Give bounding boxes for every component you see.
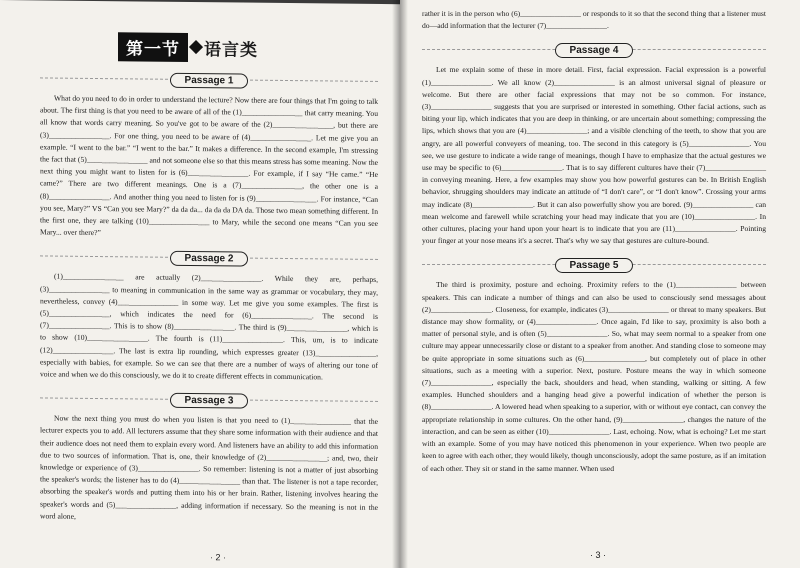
section-title (118, 31, 378, 64)
page-number-left: · 2 · (210, 552, 227, 563)
right-page-content (422, 8, 766, 475)
passage-4-heading: Passage 4 (422, 40, 766, 58)
diamond-icon (189, 40, 203, 54)
passage-2-text: (1)________________ are actually (2)________________. While they are, perhaps, (3)________________ to meaning in communication in the same way as grammar or vocabulary, they may, nevertheless, convey (4)________________ in some way. Let me give you some examples. The first is (5)________________, which indicates the need for (6)________________. The second is (7)________________. This is to show (8)________________. The third is (9)________________, which is to show (10)________________. The fourth is (11)________________. This, um, is to indicate (12)________________. The last is extra lip rounding, which expresses greater (13)________________, especially with babies, for example. So we can see that there are a number of ways of altering our tone of voice and when we do this consciously, we do it to create different effects in communication. (40, 272, 378, 382)
passage-3-continuation: rather it is in the person who (6)________________ or responds to it so that the second thing that a listener must do—add information that the lecturer (7)________________. (422, 9, 766, 31)
right-page (400, 0, 800, 568)
passage-1-text: What do you need to do in order to understand the lecture? Now there are four things that I'm going to talk about. The first thing is that you need to be aware of all of the (1)________________ that carry meaning. You all know that words carry meaning. So you've got to be aware of the (2)________________, but there are (3)________________. For one thing, you need to be aware of (4)________________. Let me give you an example. “I went to the bar.” “I went to the bar.” It makes a difference. In the second example, I'm stressing the fact that (5)________________ and not someone else so that this means stress has some meaning. Now the next thing you might want to listen for is (6)________________. For example, if I say “He came.” “He came?” There are two different meanings. One is a (7)________________, the other one is a (8)________________. And another thing you need to listen for is (9)________________. For instance, “Can you see, Mary?” VS “Can you see Mary?” da da da... da da da DA da. Those two mean something different. In the first one, they are talking (10)________________ to Mary, while the second one means “Can you see Mary... over there?” (40, 93, 378, 238)
left-page-content (40, 10, 378, 526)
passage-5-text: The third is proximity, posture and echoing. Proximity refers to the (1)________________ between speakers. This can indicate a number of things and can also be used to consciously send messages about (2)________________. Closeness, for example, indicates (3)________________ or threat to many speakers. But distance may show formality, or (4)________________. Once again, I'd like to say, proximity is also both a matter of personal style, and is often (5)________________. So, what may seem normal to a speaker from one culture may appear unnecessarily close or distant to a speaker from another. And standing close to someone may be quite appropriate in some situations such as (6)________________, but completely out of place in other situations, such as a meeting with a superior. Next, posture. Posture means the way in which someone (7)________________, especially the back, shoulders and head, when standing, walking or sitting. A few examples. Hunched shoulders and a hanging head give a powerful indication of whether the person is (8)________________. A lowered head when speaking to a superior, with or without eye contact, can convey the appropriate relationship in some cultures. On the other hand, (9)________________, changes the nature of the interaction, and can be seen as either (10)________________. Last, echoing. Now, what is echoing? Let me start with an example. Some of you may have noticed this phenomenon in your experience. When two people are keen to agree with each other, they would likely, though unconsciously, adopt the same posture, as if an imitation of each other. They sit or stand in the same manner. When used (422, 280, 766, 473)
book-gutter (392, 0, 408, 568)
passage-1-heading: Passage 1 (40, 68, 378, 90)
section-label: 第一节 (118, 32, 188, 62)
passage-5-heading: Passage 5 (422, 255, 766, 273)
section-name: 语言类 (204, 39, 258, 61)
page-number-right: · 3 · (590, 550, 607, 560)
passage-3-heading: Passage 3 (40, 389, 378, 411)
passage-4-text: Let me explain some of these in more detail. First, facial expression. Facial expression is a powerful (1)________________. We all know (2)________________ is an almost universal signal of pleasure or welcome. But there are other facial expressions that may not be so common. For instance, (3)________________ suggests that you are surprised or interested in something. Other facial actions, such as biting your lip, which indicates that you are deep in thinking, or are uncertain about something; compressing the lips, which shows that you are (4)________________; and a visible clenching of the teeth, to show that you are angry, are all powerful conveyers of meaning, too. The second in this category is (5)________________. You see, we use gesture to indicate a wide range of meanings, though I have to emphasize that the actual gestures we use may be specific to (6)________________. That is to say different cultures have their (7)________________ in conveying meaning. Here, a few examples may show you how powerful gestures can be. In British English behavior, shrugging shoulders may indicate an attitude of “I don't care”, or “I don't know”. Crossing your arms may indicate (8)________________. But it can also powerfully show you are bored. (9)________________ can mean welcome and farewell while scratching your head may indicate that you are (10)________________. In other cultures, placing your hand upon your heart is to indicate that you are (11)________________. Pointing your finger at your nose means it's a secret. That's why we say that gestures are culture-bound. (422, 65, 766, 246)
passage-3-text: Now the next thing you must do when you listen is that you need to (1)________________ that the lecturer expects you to add. All lecturers assume that they share some information with their audience and that their audience does not need them to explain every word. And listeners have an ability to add this information due to two sources of information. That is, one, their knowledge of (2)________________; and, two, their knowledge or experience of (3)________________. So remember: listening is not a matter of just absorbing the speaker's words; the listener has to do (4)________________ than that. The listener is not a tape recorder, absorbing the speaker's words and putting them into his or her brain. Rather, listening involves hearing the speaker's words and (5)________________, adding information if necessary. So the meaning is not in the word alone, (40, 413, 378, 521)
passage-2-heading: Passage 2 (40, 247, 378, 269)
